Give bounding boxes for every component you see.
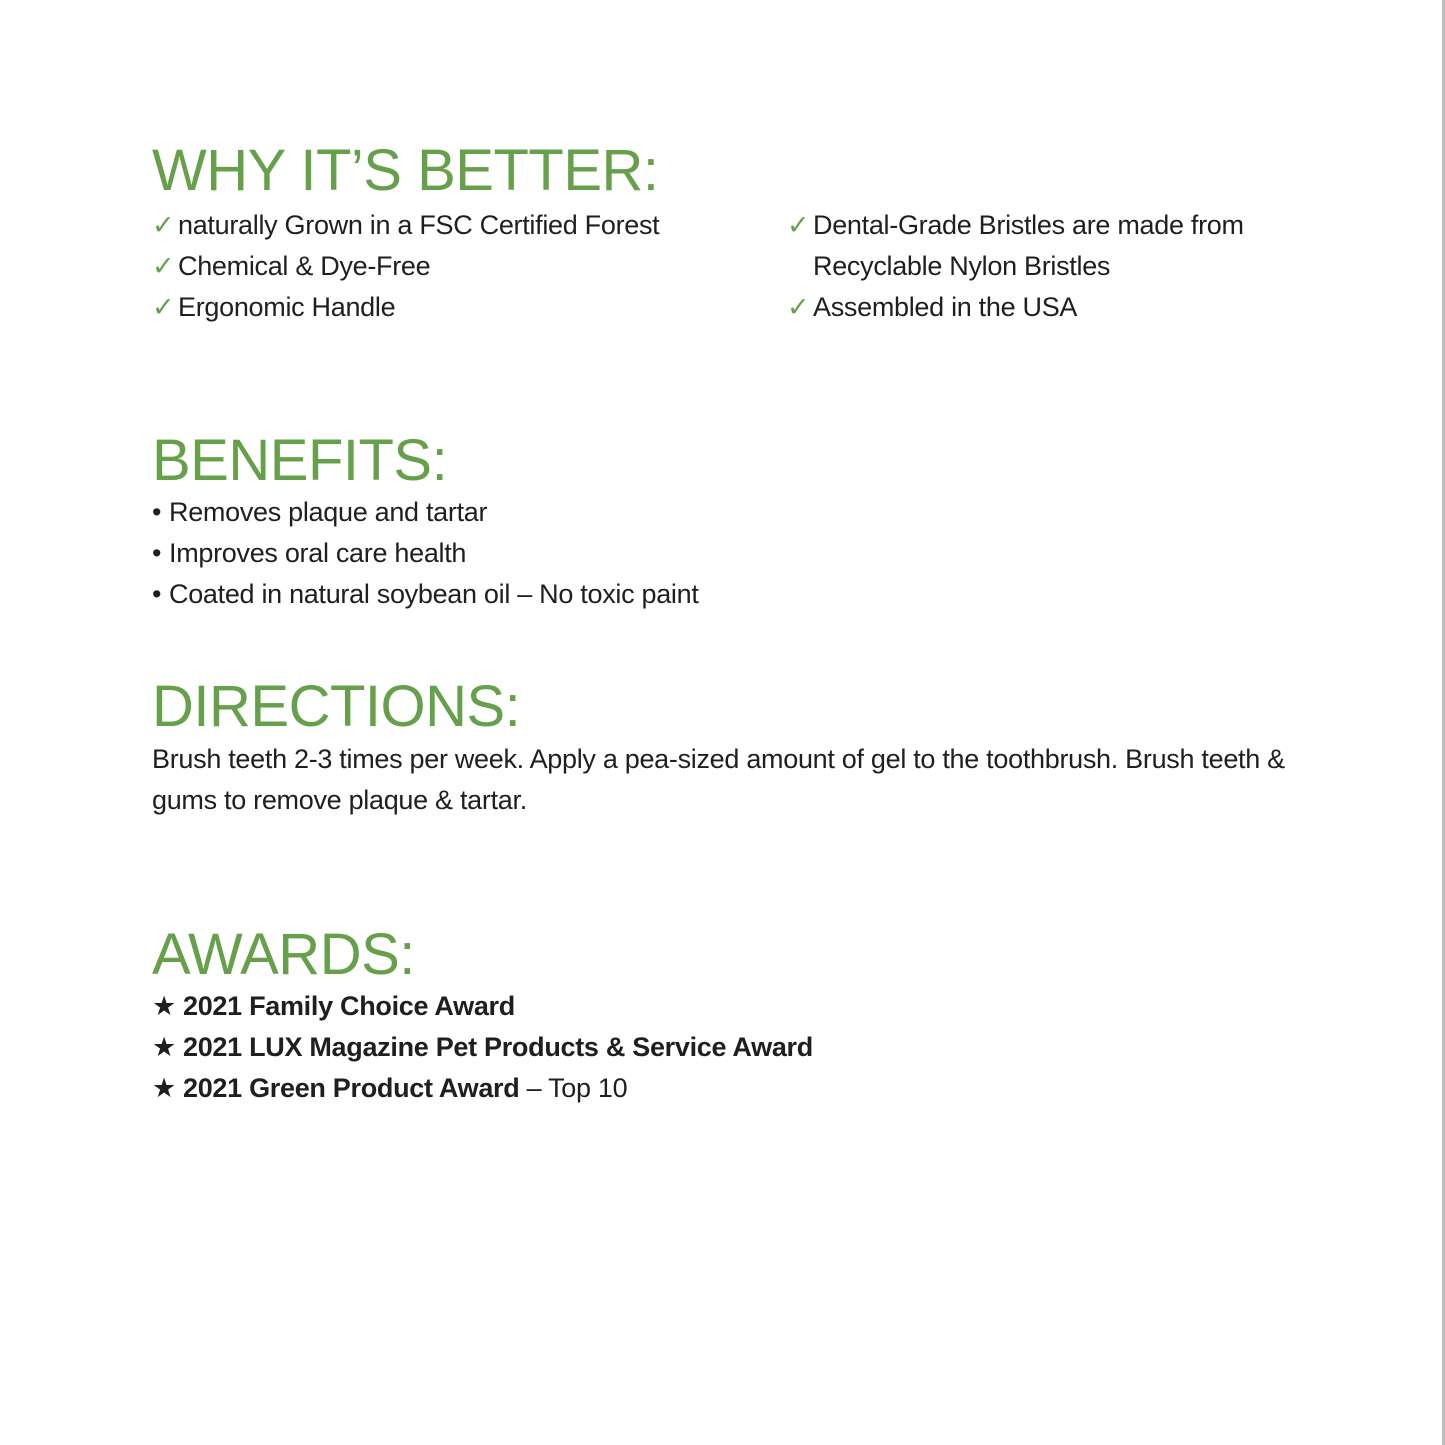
why-better-left-list xyxy=(152,205,659,328)
bullet-icon: • xyxy=(152,579,162,609)
bullet-icon: • xyxy=(152,497,162,527)
list-item: • Removes plaque and tartar xyxy=(152,492,699,533)
award-item: ★ 2021 Green Product Award – Top 10 xyxy=(152,1068,813,1109)
awards-heading: AWARDS: xyxy=(152,922,415,987)
checkmark-icon: ✓ xyxy=(787,292,810,322)
list-item: ✓ Chemical & Dye-Free xyxy=(152,246,659,287)
checkmark-icon: ✓ xyxy=(787,210,810,240)
list-item: ✓ Assembled in the USA xyxy=(787,287,1244,328)
award-item: ★ 2021 Family Choice Award xyxy=(152,986,813,1027)
directions-text: Brush teeth 2-3 times per week. Apply a pea-sized amount of gel to the toothbrush. Brush teeth & gums to remove plaque & tartar. xyxy=(152,744,1285,815)
checkmark-icon: ✓ xyxy=(152,210,175,240)
list-item: • Coated in natural soybean oil – No toxic paint xyxy=(152,574,699,615)
list-item-continuation: Recyclable Nylon Bristles xyxy=(813,251,1111,281)
why-better-heading: WHY IT’S BETTER: xyxy=(152,138,659,203)
list-item: ✓ naturally Grown in a FSC Certified Forest xyxy=(152,205,659,246)
awards-list xyxy=(152,986,813,1109)
star-icon: ★ xyxy=(152,991,176,1021)
star-icon: ★ xyxy=(152,1032,176,1062)
list-item: • Improves oral care health xyxy=(152,533,699,574)
benefits-heading: BENEFITS: xyxy=(152,428,448,493)
bullet-icon: • xyxy=(152,538,162,568)
list-item: ✓ Dental-Grade Bristles are made from xyxy=(787,205,1244,246)
checkmark-icon: ✓ xyxy=(152,292,175,322)
directions-heading: DIRECTIONS: xyxy=(152,674,521,739)
award-item: ★ 2021 LUX Magazine Pet Products & Service Award xyxy=(152,1027,813,1068)
why-better-right-list xyxy=(787,205,1244,328)
star-icon: ★ xyxy=(152,1073,176,1103)
checkmark-icon: ✓ xyxy=(152,251,175,281)
list-item: ✓ Ergonomic Handle xyxy=(152,287,659,328)
benefits-list xyxy=(152,492,699,615)
